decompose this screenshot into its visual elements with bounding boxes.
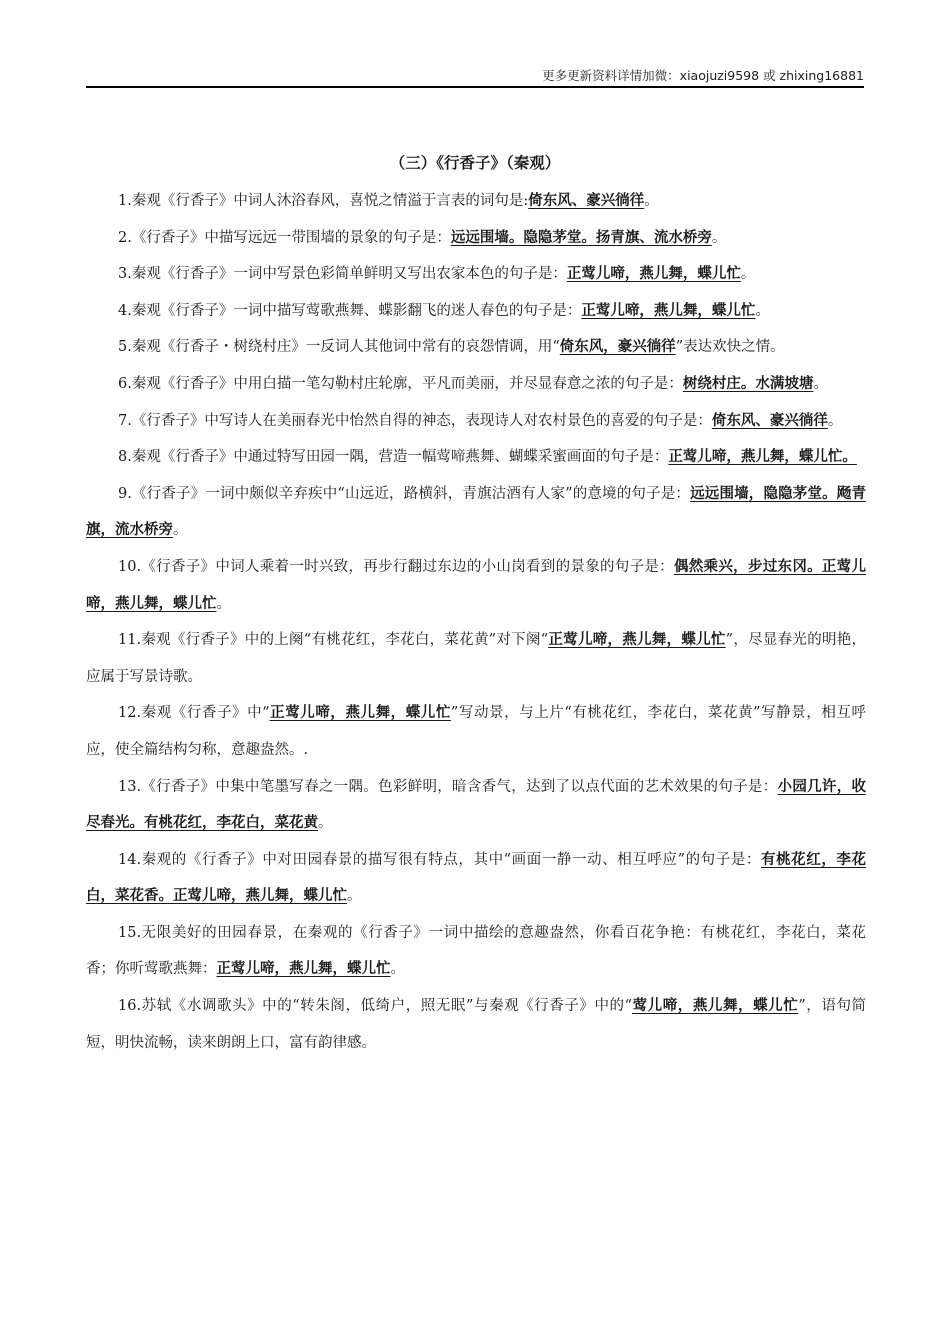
question-text: 4.秦观《行香子》一词中描写莺歌燕舞、蝶影翻飞的迷人春色的句子是： — [118, 302, 582, 319]
question-item — [86, 293, 866, 330]
question-text-tail: 。 — [827, 412, 843, 429]
question-item — [86, 842, 866, 915]
question-text-tail: 。 — [216, 595, 231, 612]
question-text-tail: 。 — [740, 266, 756, 283]
question-text-tail: ”写动景，与上片“有桃花红，李花白，菜花黄”写静景，相互呼应，使全篇结构匀称，意趣盎然。. — [86, 705, 866, 758]
answer-text: 倚东风、豪兴徜徉 — [711, 412, 828, 429]
question-text: 13.《行香子》中集中笔墨写春之一隅。色彩鲜明，暗含香气，达到了以点代面的艺术效果的句子是： — [118, 778, 778, 795]
question-item — [86, 476, 866, 549]
question-item — [86, 695, 866, 768]
question-item — [86, 622, 866, 695]
question-text-tail: 。 — [711, 229, 727, 246]
answer-text: 倚东风、豪兴徜徉 — [528, 193, 645, 209]
answer-text: 有桃花红，李花白，菜花香。正莺儿啼，燕儿舞，蝶儿忙 — [86, 851, 867, 905]
question-text-tail: 。 — [390, 961, 405, 978]
answer-text: 远远围墙，隐隐茅堂。飏青旗，流水桥旁 — [86, 485, 866, 539]
question-item — [86, 403, 866, 440]
question-text-tail: ”，尽显春光的明艳，应属于写景诗歌。 — [86, 632, 867, 685]
question-text: 10.《行香子》中词人乘着一时兴致，再步行翻过东边的小山岗看到的景象的句子是： — [118, 558, 674, 575]
answer-text: 正莺儿啼，燕儿舞，蝶儿忙 — [269, 705, 451, 722]
answer-text: 远远围墙。隐隐茅堂。扬青旗、流水桥旁 — [450, 229, 712, 246]
answer-text: 树绕村庄。水满坡塘 — [682, 375, 814, 392]
question-text: 7.《行香子》中写诗人在美丽春光中怡然自得的神态，表现诗人对农村景色的喜爱的句子是： — [118, 412, 712, 429]
question-text: 15.无限美好的田园春景，在秦观的《行香子》一词中描绘的意趣盎然，你看百花争艳：有桃花红，李花白，菜花香；你听莺歌燕舞： — [86, 924, 866, 978]
answer-text: 小园几许，收尽春光。有桃花红，李花白，菜花黄 — [86, 778, 867, 832]
question-text: 11.秦观《行香子》中的上阕“有桃花红，李花白，菜花黄”对下阕“ — [118, 632, 549, 649]
question-text-tail: 。 — [813, 375, 828, 392]
question-text: 3.秦观《行香子》一词中写景色彩简单鲜明又写出农家本色的句子是： — [118, 266, 567, 283]
question-item — [86, 220, 866, 257]
question-text-tail: ”表达欢快之情。 — [675, 339, 785, 356]
answer-text: 正莺儿啼，燕儿舞，蝶儿忙 — [216, 961, 391, 978]
page-header: 更多更新资料详情加微：xiaojuzi9598 或 zhixing16881 — [542, 68, 864, 83]
question-text-tail: 。 — [644, 193, 659, 209]
question-text: 16.苏轼《水调歌头》中的“转朱阁，低绮户，照无眠”与秦观《行香子》中的“ — [118, 998, 633, 1015]
question-list — [86, 183, 866, 1061]
answer-text: 倚东风，豪兴徜徉 — [559, 339, 676, 356]
question-item — [86, 366, 866, 403]
question-text-tail: 。 — [347, 888, 362, 905]
answer-text: 正莺儿啼，燕儿舞，蝶儿忙。 — [668, 449, 857, 466]
question-item — [86, 183, 866, 220]
question-text: 1.秦观《行香子》中词人沐浴春风，喜悦之情溢于言表的词句是: — [118, 193, 529, 209]
question-item — [86, 549, 866, 622]
answer-text: 正莺儿啼，燕儿舞，蝶儿忙 — [581, 302, 756, 319]
answer-text: 偶然乘兴，步过东冈。正莺儿啼，燕儿舞，蝶儿忙 — [86, 558, 867, 612]
question-text-tail: 。 — [318, 815, 333, 832]
question-text-tail: 。 — [173, 522, 188, 539]
question-text: 9.《行香子》一词中颇似辛弃疾中“山远近，路横斜，青旗沽酒有人家”的意境的句子是： — [118, 485, 691, 502]
question-item — [86, 439, 866, 476]
question-text: 2.《行香子》中描写远远一带围墙的景象的句子是： — [118, 229, 451, 246]
answer-text: 莺儿啼，燕儿舞，蝶儿忙 — [632, 998, 799, 1015]
question-text-tail: ”，语句简短，明快流畅，读来朗朗上口，富有韵律感。 — [86, 998, 867, 1051]
section-title: （三）《行香子》（秦观） — [389, 154, 561, 172]
header-divider — [86, 86, 864, 88]
question-item — [86, 769, 866, 842]
answer-text: 正莺儿啼，燕儿舞，蝶儿忙 — [548, 632, 726, 649]
question-item — [86, 256, 866, 293]
question-text: 6.秦观《行香子》中用白描一笔勾勒村庄轮廓，平凡而美丽，并尽显春意之浓的句子是： — [118, 375, 683, 392]
answer-text: 正莺儿啼，燕儿舞，蝶儿忙 — [566, 266, 741, 283]
question-text: 14.秦观的《行香子》中对田园春景的描写很有特点，其中“画面一静一动、相互呼应”的句子是： — [118, 851, 761, 868]
question-text: 5.秦观《行香子・树绕村庄》一反词人其他词中常有的哀怨情调，用“ — [118, 339, 560, 356]
question-text: 8.秦观《行香子》中通过特写田园一隅，营造一幅莺啼燕舞、蝴蝶采蜜画面的句子是： — [118, 449, 669, 466]
question-item — [86, 988, 866, 1061]
question-text: 12.秦观《行香子》中“ — [118, 705, 270, 722]
question-text-tail: 。 — [755, 302, 770, 319]
question-item — [86, 329, 866, 366]
question-item — [86, 915, 866, 988]
